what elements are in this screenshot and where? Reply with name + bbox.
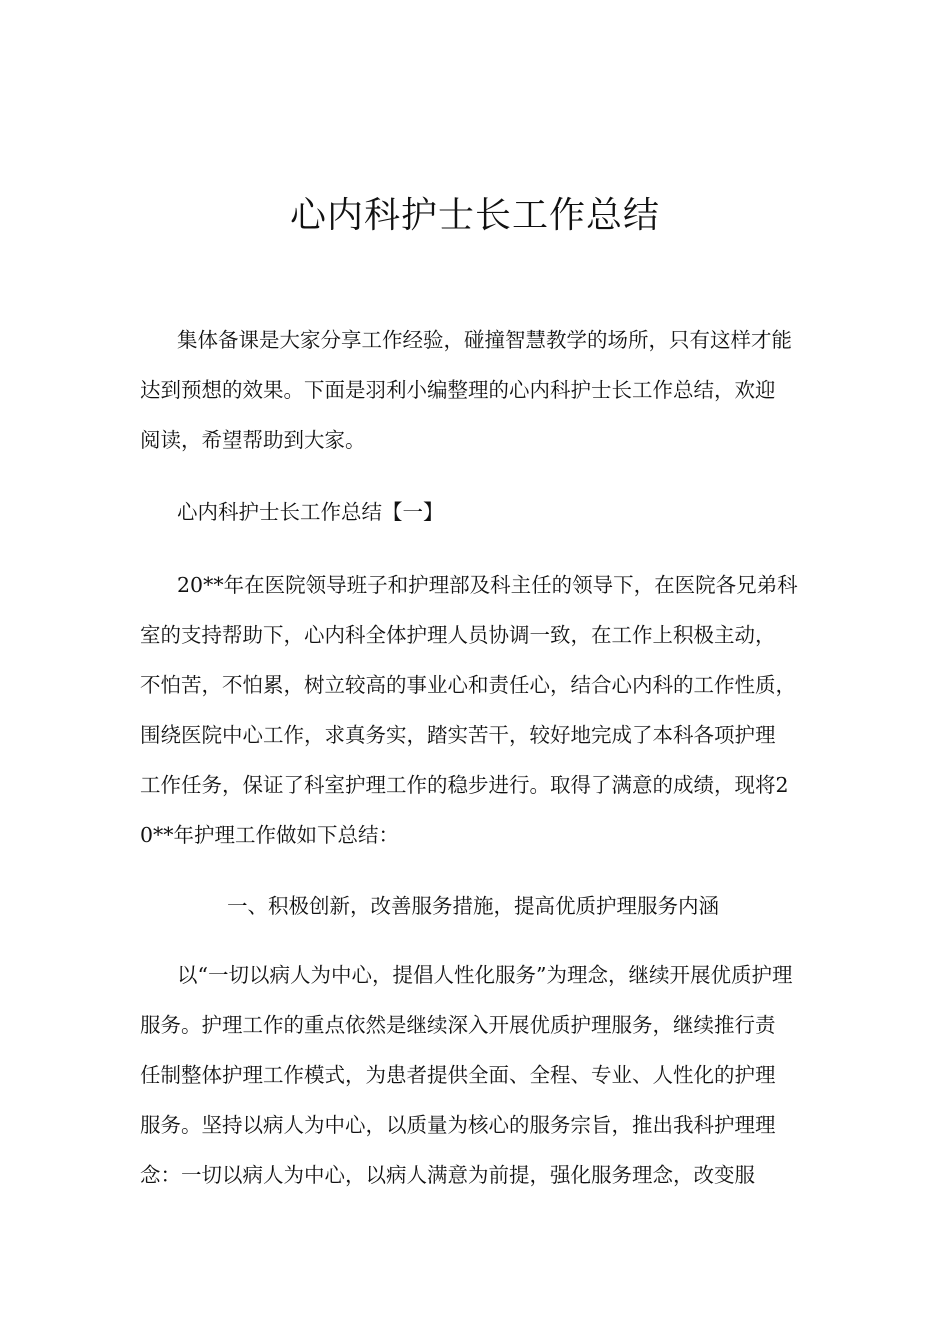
intro-line-1: 集体备课是大家分享工作经验，碰撞智慧教学的场所，只有这样才能 (177, 328, 792, 352)
para1-line-2: 室的支持帮助下，心内科全体护理人员协调一致，在工作上积极主动， (140, 623, 776, 647)
intro-line-3: 阅读，希望帮助到大家。 (140, 428, 366, 452)
para1-line-6: 0**年护理工作做如下总结： (140, 823, 400, 847)
para2-line-1: 以“一切以病人为中心，提倡人性化服务”为理念，继续开展优质护理 (177, 963, 793, 987)
para1-line-1: 20**年在医院领导班子和护理部及科主任的领导下，在医院各兄弟科 (177, 573, 798, 597)
para2-line-2: 服务。护理工作的重点依然是继续深入开展优质护理服务，继续推行责 (140, 1013, 776, 1037)
para1-line-3: 不怕苦，不怕累，树立较高的事业心和责任心，结合心内科的工作性质， (140, 673, 796, 697)
para1-line-4: 围绕医院中心工作，求真务实，踏实苦干，较好地完成了本科各项护理 (140, 723, 776, 747)
section-title: 心内科护士长工作总结【一】 (177, 500, 444, 524)
document-title: 心内科护士长工作总结 (289, 195, 660, 236)
para2-line-4: 服务。坚持以病人为中心，以质量为核心的服务宗旨，推出我科护理理 (140, 1113, 776, 1137)
para2-line-5: 念：一切以病人为中心，以病人满意为前提，强化服务理念，改变服 (140, 1163, 755, 1187)
para1-line-5: 工作任务，保证了科室护理工作的稳步进行。取得了满意的成绩，现将2 (140, 773, 789, 797)
intro-line-2: 达到预想的效果。下面是羽利小编整理的心内科护士长工作总结，欢迎 (140, 378, 776, 402)
para2-line-3: 任制整体护理工作模式，为患者提供全面、全程、专业、人性化的护理 (140, 1063, 776, 1087)
heading-1: 一、积极创新，改善服务措施，提高优质护理服务内涵 (227, 894, 719, 918)
